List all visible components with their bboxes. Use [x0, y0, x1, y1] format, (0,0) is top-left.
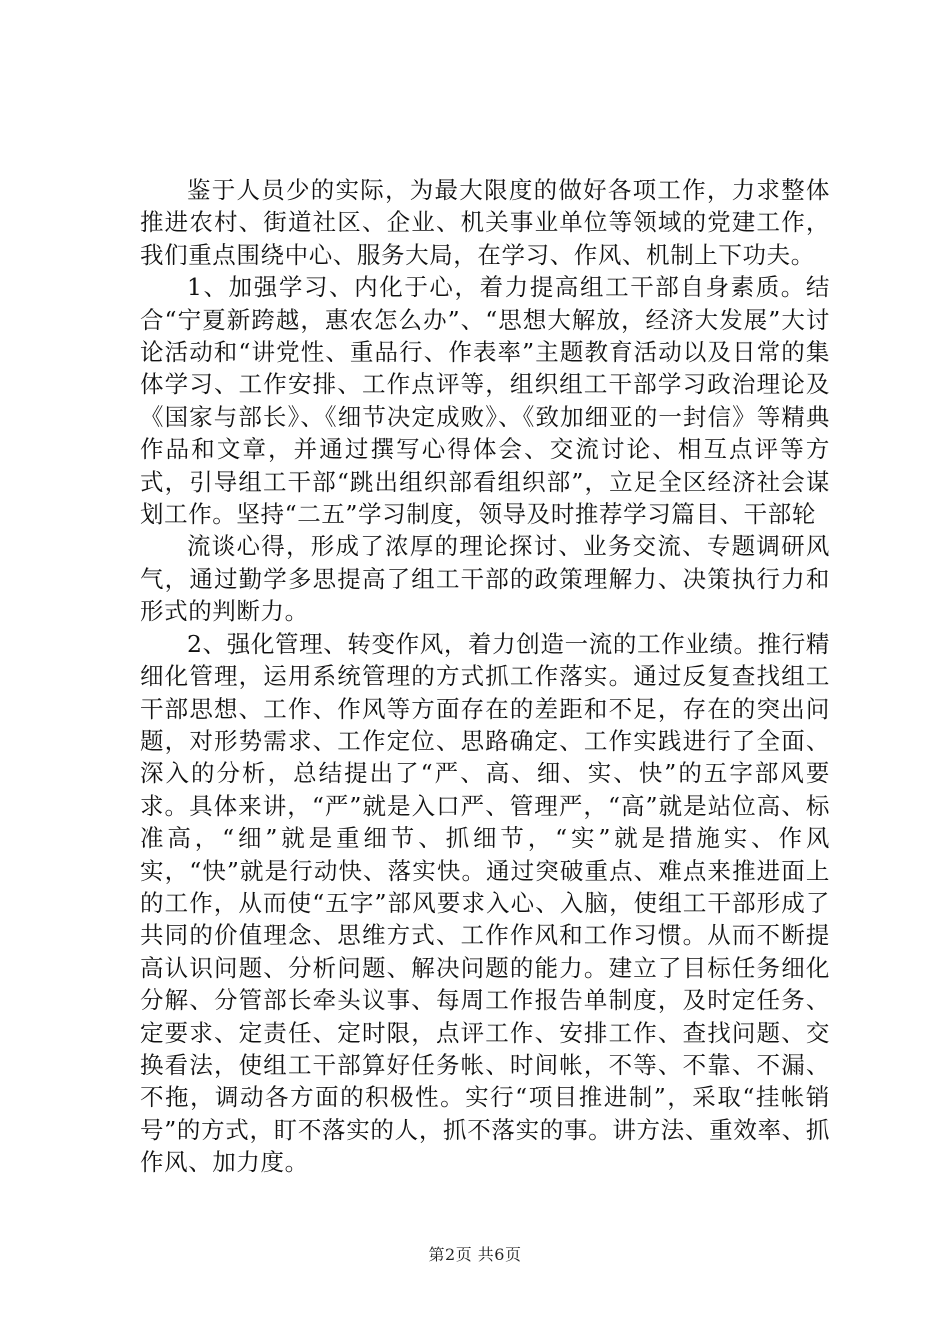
- paragraph-intro: 鉴于人员少的实际，为最大限度的做好各项工作，力求整体推进农村、街道社区、企业、机关事业单位等领域的党建工作，我们重点围绕中心、服务大局，在学习、作风、机制上下功夫。: [140, 176, 830, 269]
- page-number-footer: 第2页 共6页: [428, 1245, 522, 1264]
- paragraph-study: 1、加强学习、内化于心，着力提高组工干部自身素质。结合“宁夏新跨越，惠农怎么办”、“思想大解放，经济大发展”大讨论活动和“讲党性、重品行、作表率”主题教育活动以及日常的集体学习、工作安排、工作点评等，组织组工干部学习政治理论及《国家与部长》、《细节决定成败》、《致加细亚的一封信》等精典作品和文章，并通过撰写心得体会、交流讨论、相互点评等方式，引导组工干部“跳出组织部看组织部”，立足全区经济社会谋划工作。坚持“二五”学习制度，领导及时推荐学习篇目、干部轮: [140, 273, 830, 529]
- document-body: [140, 174, 830, 1179]
- paragraph-study-continued: 流谈心得，形成了浓厚的理论探讨、业务交流、专题调研风气，通过勤学多思提高了组工干部的政策理解力、决策执行力和形式的判断力。: [140, 532, 830, 626]
- paragraph-management: 2、强化管理、转变作风，着力创造一流的工作业绩。推行精细化管理，运用系统管理的方式抓工作落实。通过反复查找组工干部思想、工作、作风等方面存在的差距和不足，存在的突出问题，对形势需求、工作定位、思路确定、工作实践进行了全面、深入的分析，总结提出了“严、高、细、实、快”的五字部风要求。具体来讲，“严”就是入口严、管理严，“高”就是站位高、标准高，“细”就是重细节、抓细节，“实”就是措施实、作风实，“快”就是行动快、落实快。通过突破重点、难点来推进面上的工作，从而使“五字”部风要求入心、入脑，使组工干部形成了共同的价值理念、思维方式、工作作风和工作习惯。从而不断提高认识问题、分析问题、解决问题的能力。建立了目标任务细化分解、分管部长牵头议事、每周工作报告单制度，及时定任务、定要求、定责任、定时限，点评工作、安排工作、查找问题、交换看法，使组工干部算好任务帐、时间帐，不等、不靠、不漏、不拖，调动各方面的积极性。实行“项目推进制”，采取“挂帐销号”的方式，盯不落实的人，抓不落实的事。讲方法、重效率、抓作风、加力度。: [140, 629, 830, 1177]
